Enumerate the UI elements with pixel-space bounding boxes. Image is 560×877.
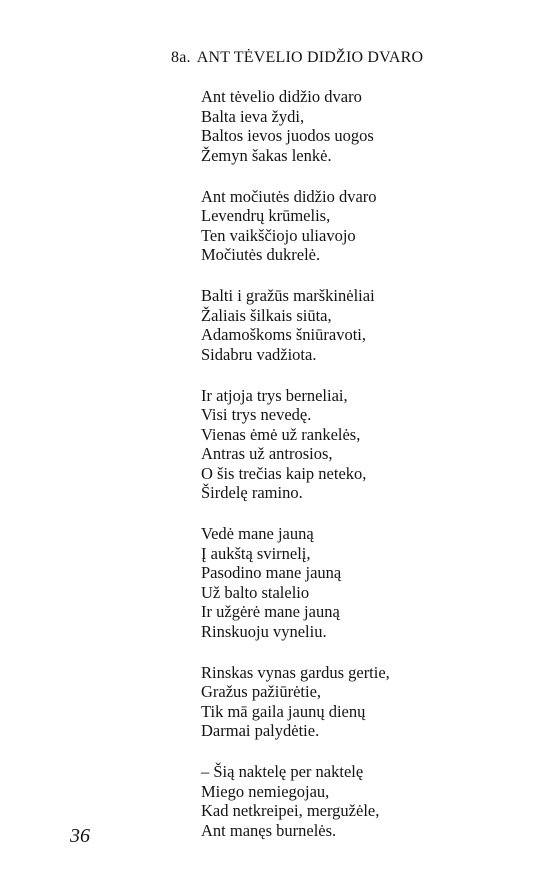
poem-line: Ir atjoja trys berneliai, (201, 385, 348, 405)
page-number: 36 (70, 825, 90, 847)
poem-line: Rinskas vynas gardus gertie, (201, 662, 390, 682)
stanza (201, 762, 531, 840)
poem-line: Miego nemiegojau, (201, 781, 330, 801)
poem-line: Tik mā gaila jaunų dienų (201, 701, 366, 721)
poem-line: Antras už antrosios, (201, 444, 333, 463)
poem-line: Širdelę ramino. (201, 483, 303, 502)
poem-line: Vedė mane jauną (201, 524, 314, 543)
poem-line: Balta ieva žydi, (201, 106, 305, 126)
poem-heading (171, 49, 423, 67)
poem-line: O šis trečias kaip neteko, (201, 463, 367, 483)
poem-line: Rinskuoju vyneliu. (201, 621, 327, 641)
poem-line: Kad netkreipei, mergužėle, (201, 801, 380, 820)
poem-line: – Šią naktelę per naktelę (201, 762, 364, 781)
stanza (201, 187, 531, 265)
poem-title: ANT TĖVELIO DIDŽIO DVARO (196, 49, 424, 66)
poem-line: Ir užgėrė mane jauną (201, 602, 340, 621)
stanza (201, 87, 531, 165)
poem-line: Sidabru vadžiota. (201, 344, 317, 364)
poem-line: Balti i gražūs marškinėliai (201, 286, 375, 305)
stanza (201, 386, 531, 503)
poem-line: Pasodino mane jauną (201, 563, 342, 582)
poem-number: 8a. (171, 49, 191, 66)
poem-line: Ant tėvelio didžio dvaro (201, 87, 362, 106)
poem-line: Žemyn šakas lenkė. (201, 145, 332, 165)
poem-line: Visi trys nevedę. (201, 405, 312, 424)
poem-line: Už balto stalelio (201, 582, 310, 602)
poem-line: Ten vaikščiojo uliavojo (201, 225, 356, 245)
poem-body (201, 87, 531, 862)
poem-line: Adamoškoms šniūravoti, (201, 325, 366, 344)
poem-line: Į aukštą svirnelį, (201, 543, 311, 563)
stanza (201, 663, 531, 741)
stanza (201, 286, 531, 364)
poem-line: Vienas ėmė už rankelės, (201, 424, 361, 444)
poem-line: Baltos ievos juodos uogos (201, 126, 374, 145)
poem-line: Ant manęs burnelės. (201, 820, 337, 840)
stanza (201, 524, 531, 641)
poem-line: Ant močiutės didžio dvaro (201, 186, 377, 206)
poem-line: Gražus pažiūrėtie, (201, 682, 322, 701)
poem-line: Močiutės dukrelė. (201, 245, 321, 264)
poem-line: Levendrų krūmelis, (201, 206, 331, 225)
poem-line: Žaliais šilkais siūta, (201, 305, 332, 325)
poem-line: Darmai palydėtie. (201, 721, 320, 740)
